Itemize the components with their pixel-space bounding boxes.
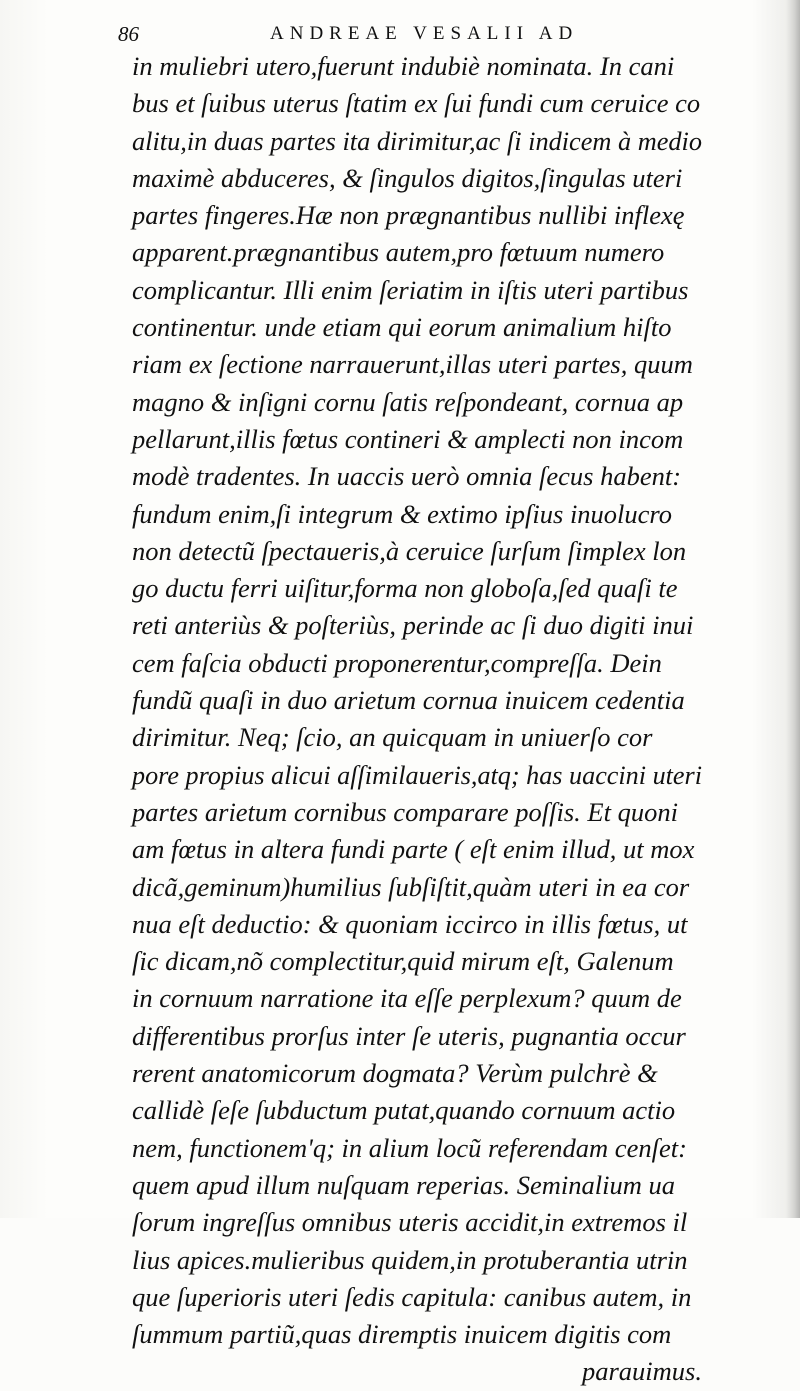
text-line: apparent.prægnantibus autem,pro fœtuum numero: [132, 237, 665, 268]
text-line: complicantur. Illi enim ſeriatim in iſtis uteri partibus: [132, 274, 689, 305]
text-line: dirimitur. Neq; ſcio, an quicquam in uniuerſo cor: [132, 722, 653, 753]
text-line: magno & inſigni cornu ſatis reſpondeant, cornua ap: [132, 386, 684, 417]
text-line: pore propius alicui aſſimilaueris,atq; has uaccini uteri: [132, 759, 702, 790]
text-line: in cornuum narratione ita eſſe perplexum? quum de: [132, 983, 682, 1014]
text-line: go ductu ferri uiſitur,forma non globoſa,ſed quaſi te: [132, 573, 678, 604]
text-line: nua eſt deductio: & quoniam iccirco in illis fœtus, ut: [132, 908, 688, 939]
text-line: nem, functionem'q; in alium locũ referendam cenſet:: [132, 1132, 687, 1163]
body-text: [132, 48, 702, 1391]
text-line: parauimus.: [581, 1356, 702, 1387]
page-header: [118, 20, 698, 50]
text-line: bus et ſuibus uterus ſtatim ex ſui fundi cum ceruice co: [132, 88, 701, 119]
text-line: dicã,geminum)humilius ſubſiſtit,quàm uteri in ea cor: [132, 871, 690, 902]
text-line: maximè abduceres, & ſingulos digitos,ſingulas uteri: [132, 162, 683, 193]
text-line: rerent anatomicorum dogmata? Verùm pulchrè &: [132, 1058, 658, 1089]
text-line: pellarunt,illis fœtus contineri & amplecti non incom: [132, 423, 684, 454]
page-number: 86: [118, 22, 139, 46]
text-line: differentibus prorſus inter ſe uteris, pugnantia occur: [132, 1020, 686, 1051]
text-line: lius apices.mulieribus quidem,in protuberantia utrin: [132, 1244, 688, 1275]
text-line: fundũ quaſi in duo arietum cornua inuicem cedentia: [132, 685, 685, 716]
text-line: continentur. unde etiam qui eorum animalium hiſto: [132, 312, 672, 343]
text-line: am fœtus in altera fundi parte ( eſt enim illud, ut mox: [132, 834, 695, 865]
text-line: reti anteriùs & poſteriùs, perinde ac ſi duo digiti inui: [132, 610, 694, 641]
binding-shadow: [786, 0, 800, 1218]
text-line: non detectũ ſpectaueris,à ceruice ſurſum ſimplex lon: [132, 535, 687, 566]
text-line: quem apud illum nuſquam reperias. Seminalium ua: [132, 1169, 675, 1200]
text-line: modè tradentes. In uaccis uerò omnia ſecus habent:: [132, 461, 682, 492]
text-line: partes arietum cornibus comparare poſſis. Et quoni: [132, 796, 678, 827]
text-line: cem faſcia obducti proponerentur,compreſſa. Dein: [132, 647, 662, 678]
text-line: callidè ſeſe ſubductum putat,quando cornuum actio: [132, 1095, 676, 1126]
text-line: in muliebri utero,fuerunt indubiè nominata. In cani: [132, 51, 675, 81]
text-line: ſummum partiũ,quas diremptis inuicem digitis com: [132, 1319, 672, 1350]
text-line: que ſuperioris uteri ſedis capitula: canibus autem, in: [132, 1281, 692, 1312]
text-line: ſorum ingreſſus omnibus uteris accidit,in extremos il: [132, 1207, 688, 1238]
text-line: alitu,in duas partes ita dirimitur,ac ſi indicem à medio: [132, 125, 703, 156]
text-line: fundum enim,ſi integrum & extimo ipſius inuolucro: [132, 498, 673, 529]
text-line: partes fingeres.Hæ non prægnantibus nullibi inflexę: [132, 200, 685, 231]
running-head: ANDREAE VESALII AD: [270, 23, 579, 44]
text-line: ſic dicam,nõ complectitur,quid mirum eſt, Galenum: [132, 946, 674, 977]
text-line: riam ex ſectione narrauerunt,illas uteri partes, quum: [132, 349, 693, 380]
